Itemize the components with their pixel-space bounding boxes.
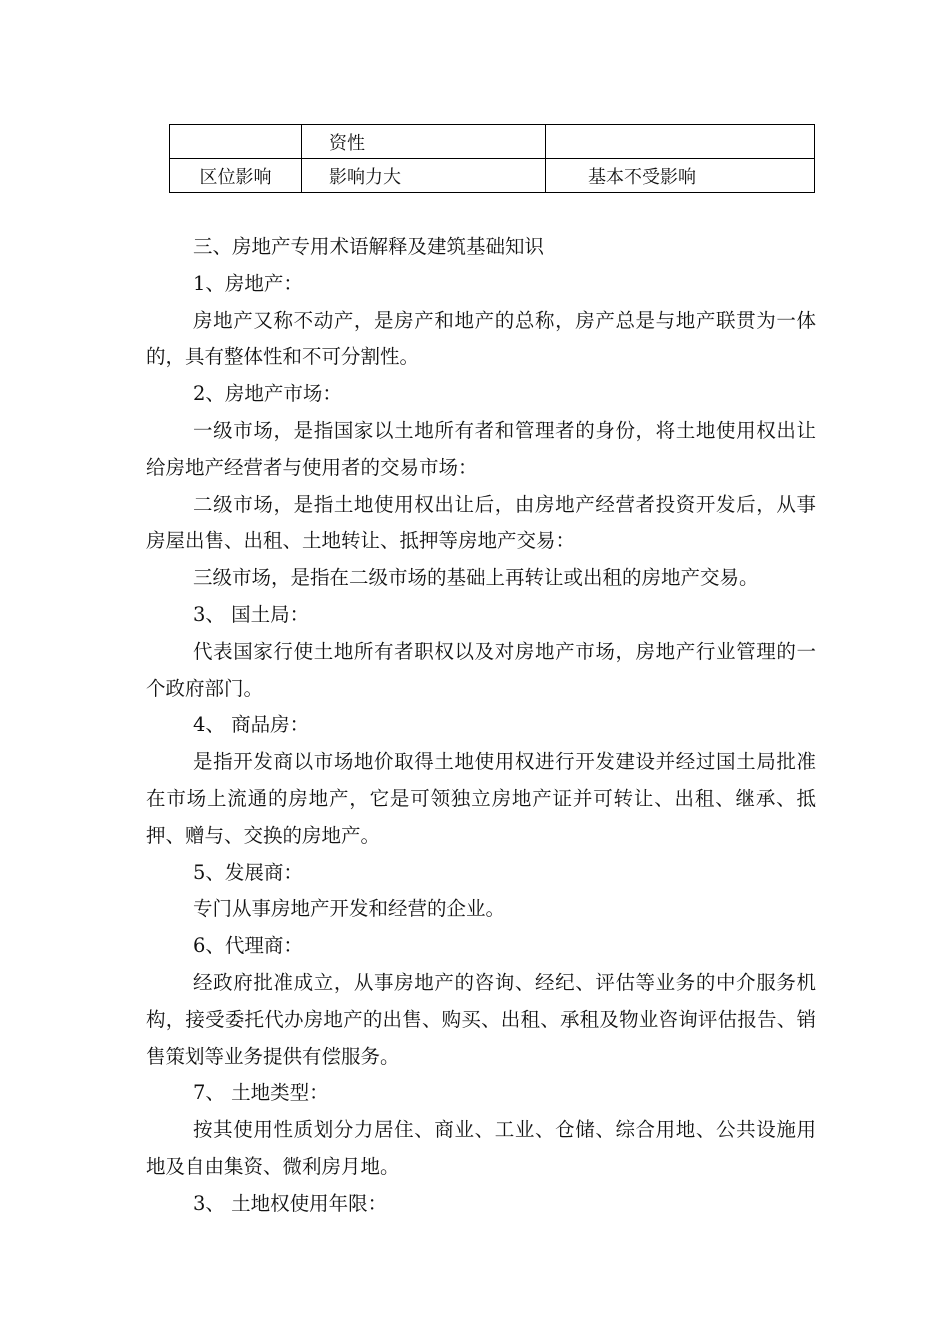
paragraph: 二级市场，是指土地使用权出让后，由房地产经营者投资开发后，从事房屋出售、出租、土地转让、抵押等房地产交易： (146, 492, 816, 553)
item-heading: 6、代理商： (193, 934, 303, 958)
paragraph: 按其使用性质划分力居住、商业、工业、仓储、综合用地、公共设施用地及自由集资、微利房月地。 (146, 1118, 816, 1178)
table-cell: 区位影响 (170, 159, 302, 193)
paragraph: 一级市场，是指国家以土地所有者和管理者的身份，将土地使用权出让给房地产经营者与使用者的交易市场： (146, 418, 816, 479)
document-body (146, 229, 816, 1223)
table-row (170, 159, 815, 193)
paragraph: 是指开发商以市场地价取得土地使用权进行开发建设并经过国土局批准在市场上流通的房地产，它是可领独立房地产证并可转让、出租、继承、抵押、赠与、交换的房地产。 (146, 750, 816, 847)
item-heading: 7、 土地类型： (193, 1081, 329, 1105)
paragraph: 房地产又称不动产，是房产和地产的总称，房产总是与地产联贯为一体的，具有整体性和不可分割性。 (146, 308, 816, 369)
item-heading: 2、房地产市场： (193, 382, 342, 406)
item-heading: 3、 国土局： (193, 602, 310, 626)
comparison-table (169, 124, 815, 193)
table-cell (170, 125, 302, 159)
paragraph: 代表国家行使土地所有者职权以及对房地产市场，房地产行业管理的一个政府部门。 (146, 639, 816, 700)
item-heading: 3、 土地权使用年限： (193, 1191, 388, 1215)
paragraph: 专门从事房地产开发和经营的企业。 (193, 897, 506, 921)
paragraph: 经政府批准成立，从事房地产的咨询、经纪、评估等业务的中介服务机构，接受委托代办房地产的出售、购买、出租、承租及物业咨询评估报告、销售策划等业务提供有偿服务。 (146, 970, 816, 1068)
table-cell: 基本不受影响 (546, 159, 815, 193)
table-cell: 资性 (302, 125, 546, 159)
table-cell (546, 125, 815, 159)
item-heading: 1、房地产： (193, 271, 303, 295)
item-heading: 4、 商品房： (193, 713, 310, 737)
item-heading: 5、发展商： (193, 860, 303, 884)
table-cell: 影响力大 (302, 159, 546, 193)
table-row (170, 125, 815, 159)
paragraph: 三级市场，是指在二级市场的基础上再转让或出租的房地产交易。 (193, 566, 759, 590)
section-title: 三、房地产专用术语解释及建筑基础知识 (193, 235, 545, 258)
